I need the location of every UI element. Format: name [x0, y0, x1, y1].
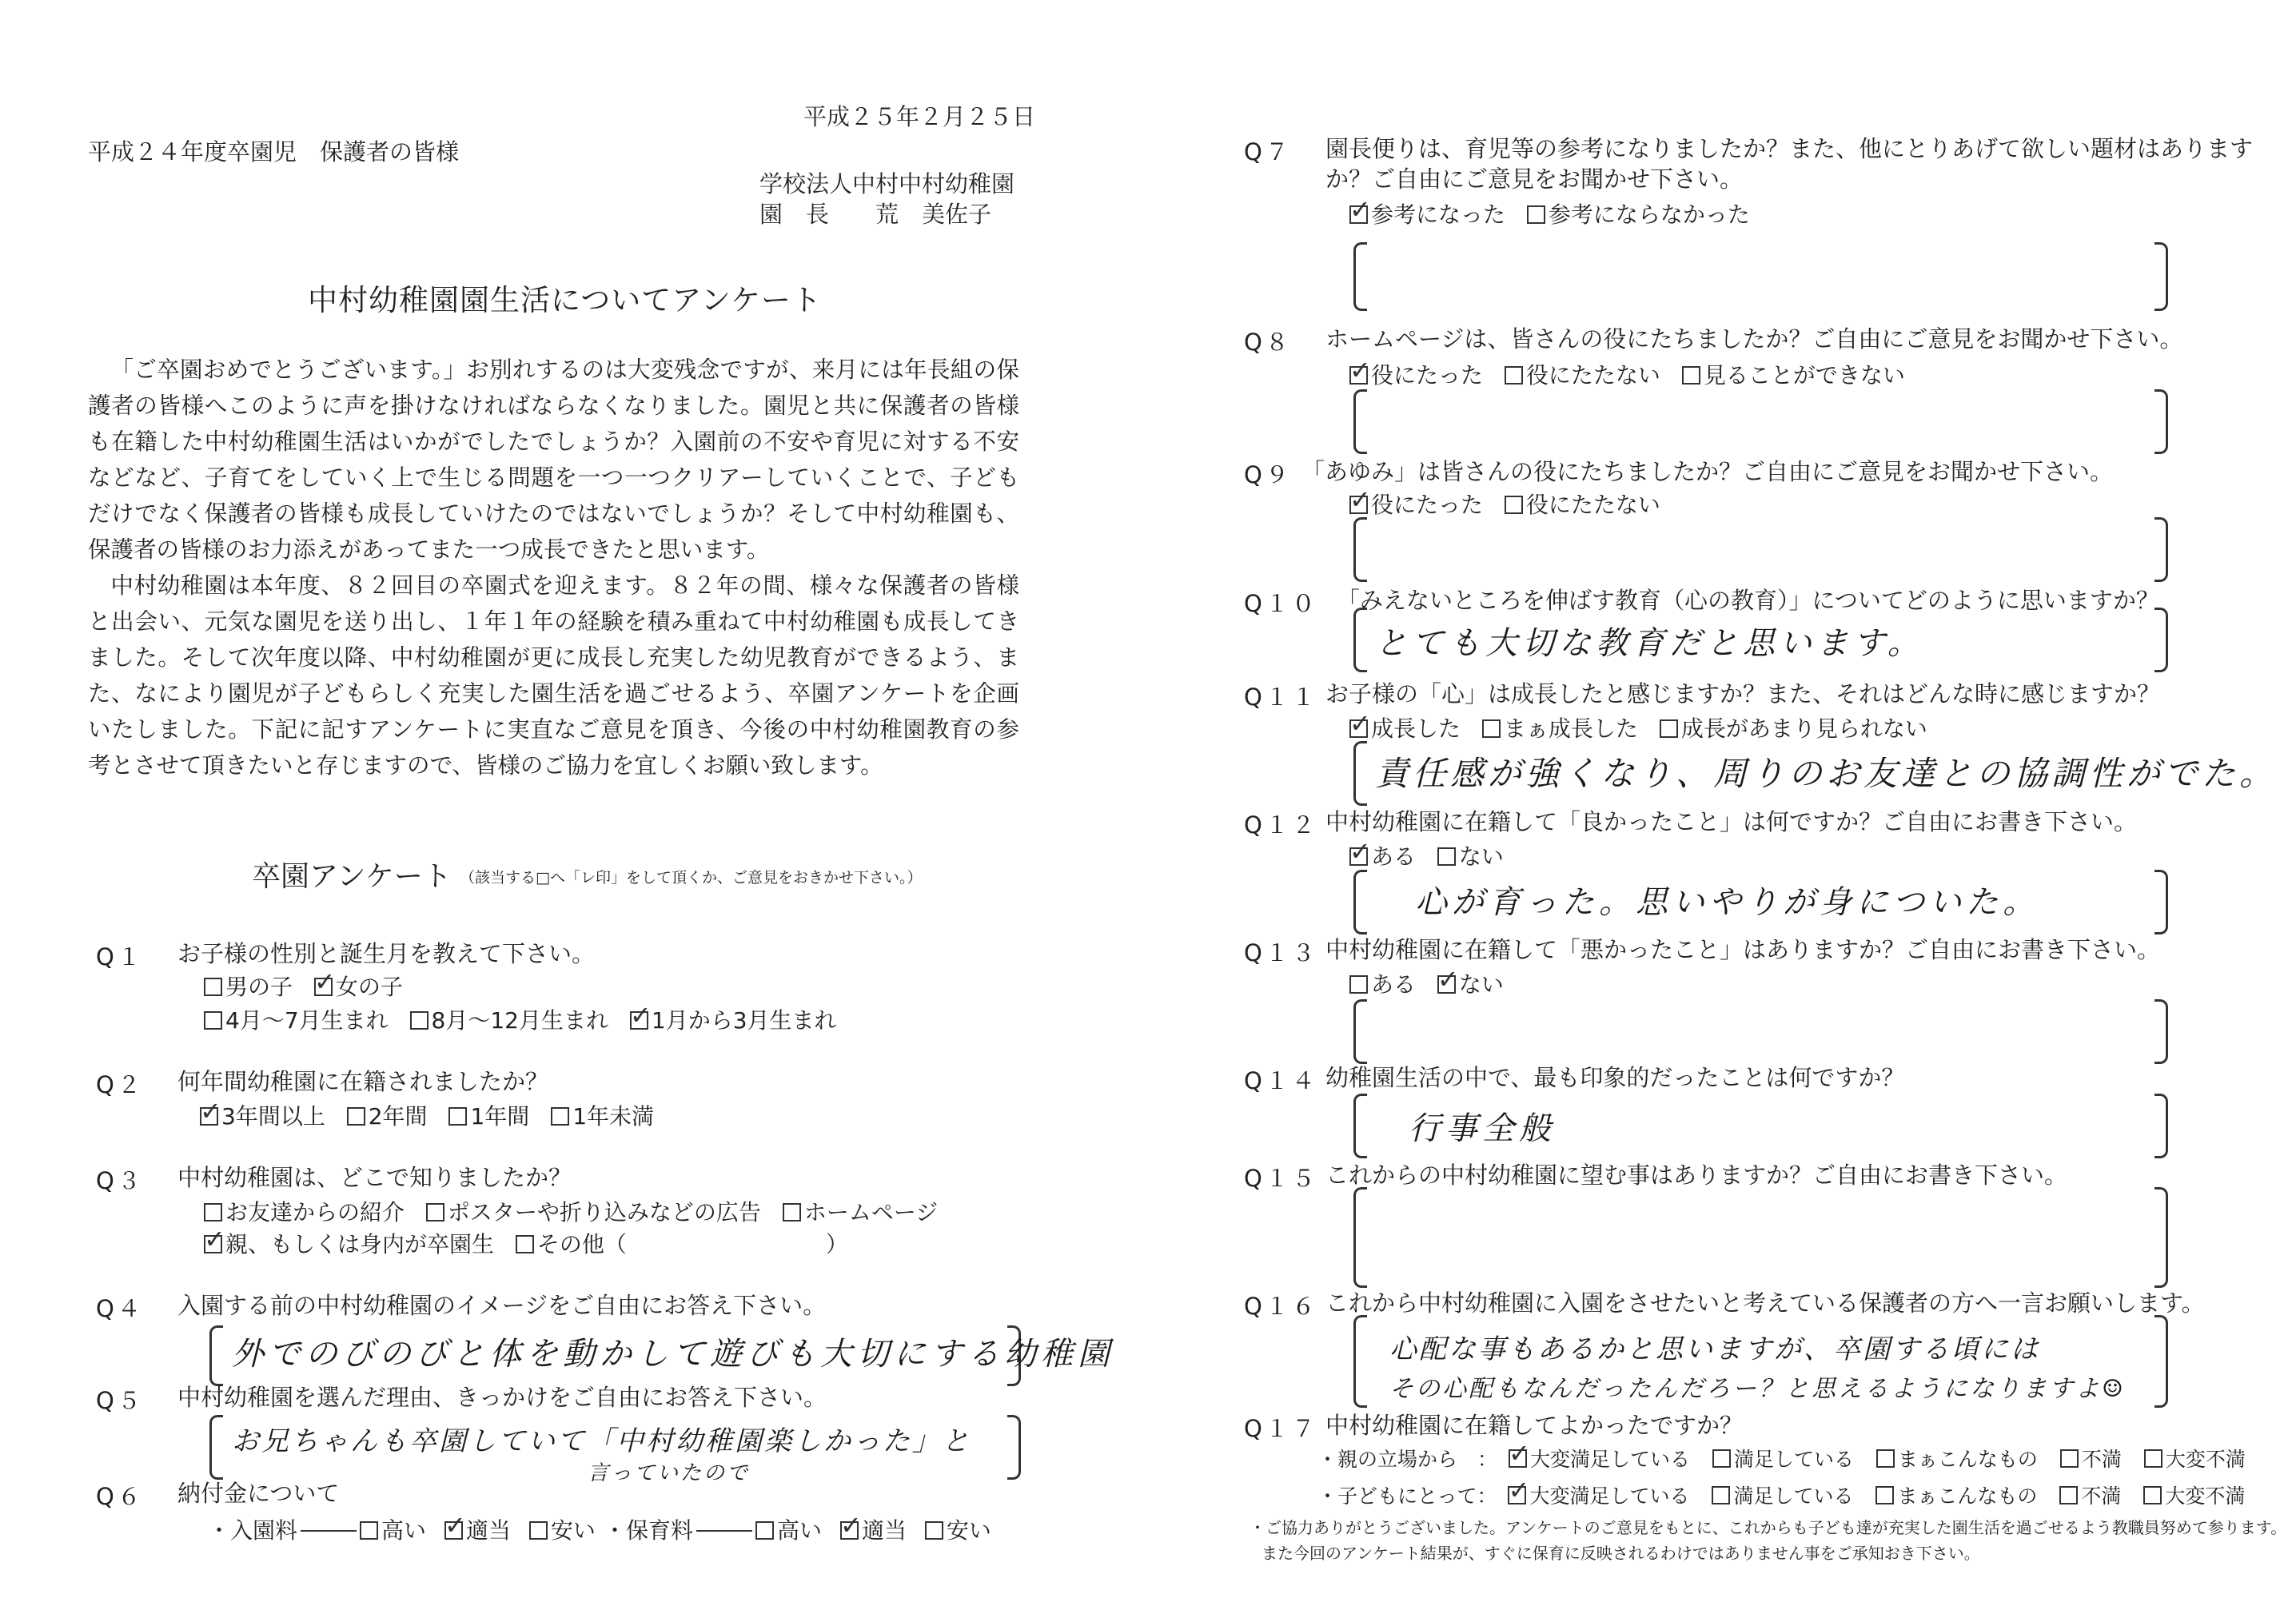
q7-text-line2: か？ご自由にご意見をお聞かせ下さい。 — [1325, 165, 1744, 193]
q17-text: 中村幼稚園に在籍してよかったですか？ — [1325, 1412, 1744, 1439]
option-label: まぁこんなもの — [1897, 1484, 2038, 1508]
option-label: まぁ成長した — [1503, 715, 1638, 742]
q10-text: 「みえないところを伸ばす教育（心の教育）」についてどのように思いますか？ — [1337, 587, 2159, 614]
principal-name: 園 長 荒 美佐子 — [759, 201, 992, 228]
q1-number: Q１ — [96, 943, 144, 970]
q17-child-row — [1317, 1481, 2245, 1509]
q15-text: これからの中村幼稚園に望む事はありますか？ご自由にお書き下さい。 — [1325, 1162, 2068, 1189]
q10-answer[interactable]: とても大切な教育だと思います。 — [1375, 625, 1924, 662]
q11-options — [1349, 711, 1927, 743]
option-label: 役にたった — [1371, 362, 1484, 389]
q17-number: Q１７ — [1244, 1415, 1318, 1442]
checkbox[interactable] — [755, 1521, 774, 1540]
q8-number: Q８ — [1244, 329, 1292, 356]
checkbox[interactable] — [1712, 1486, 1730, 1504]
option-label: 成長があまり見られない — [1680, 715, 1927, 742]
bracket-left — [1353, 1315, 1367, 1408]
checkbox[interactable] — [410, 1011, 429, 1030]
checkbox[interactable] — [1876, 1449, 1895, 1468]
leader-line — [696, 1530, 752, 1532]
checkbox-checked[interactable] — [630, 1011, 648, 1030]
option-label: 安い — [550, 1517, 596, 1544]
checkbox-checked[interactable] — [1437, 975, 1456, 994]
checkbox[interactable] — [1505, 496, 1523, 514]
bracket-left — [1353, 870, 1367, 935]
q7-number: Q７ — [1244, 138, 1292, 165]
q16-answer-line2[interactable]: その心配もなんだったんだろー？と思えるようになりますよ☺ — [1389, 1375, 2126, 1403]
q9-number: Q９ — [1244, 461, 1292, 488]
option-label: 8月～12月生まれ — [431, 1007, 608, 1034]
q4-number: Q４ — [96, 1295, 144, 1322]
q6-entrance-fee — [208, 1513, 596, 1545]
option-label: 親、もしくは身内が卒園生 — [225, 1231, 495, 1257]
checkbox[interactable] — [1682, 366, 1700, 385]
fee-label: ・保育料 — [604, 1517, 694, 1544]
bracket-right — [2154, 1094, 2168, 1158]
page-title: 中村幼稚園園生活についてアンケート — [308, 283, 823, 317]
option-label: 1月から3月生まれ — [651, 1007, 837, 1034]
checkbox[interactable] — [426, 1203, 444, 1221]
option-label: 不満 — [2081, 1448, 2122, 1471]
checkbox-checked[interactable] — [200, 1107, 218, 1126]
survey-title: 卒園アンケート — [252, 860, 452, 893]
bracket-left — [1353, 1187, 1367, 1288]
checkbox-checked[interactable] — [1509, 1449, 1527, 1468]
option-label: 大変不満 — [2165, 1448, 2246, 1471]
checkbox-checked[interactable] — [314, 978, 333, 996]
q13-options — [1349, 967, 1504, 999]
bracket-right — [2154, 242, 2168, 311]
bracket-right — [2154, 608, 2168, 672]
checkbox[interactable] — [2059, 1486, 2078, 1504]
bracket-left — [1353, 517, 1367, 582]
q1-options-gender — [204, 970, 403, 1002]
checkbox[interactable] — [347, 1107, 365, 1126]
q2-options — [200, 1099, 654, 1131]
date: 平成２５年２月２５日 — [803, 103, 1036, 130]
q14-answer[interactable]: 行事全般 — [1409, 1110, 1556, 1147]
q5-answer-line2[interactable]: 言っていたので — [588, 1461, 751, 1485]
q14-text: 幼稚園生活の中で、最も印象的だったことは何ですか？ — [1325, 1064, 1905, 1091]
option-label: 満足している — [1733, 1484, 1854, 1508]
checkbox[interactable] — [2144, 1449, 2162, 1468]
fee-label: ・入園料 — [208, 1517, 298, 1544]
row-label: ・親の立場から ： — [1317, 1448, 1498, 1471]
bracket-left — [1353, 608, 1367, 672]
option-label: 大変不満 — [2165, 1484, 2246, 1508]
recipient: 平成２４年度卒園児 保護者の皆様 — [88, 138, 460, 165]
survey-note: （該当する□へ「レ印」をして頂くか、ご意見をおきかせ下さい。） — [460, 869, 923, 887]
q5-answer-line1[interactable]: お兄ちゃんも卒園していて「中村幼稚園楽しかった」と — [232, 1425, 971, 1457]
checkbox[interactable] — [529, 1521, 548, 1540]
checkbox[interactable] — [204, 1203, 222, 1221]
option-label: ない — [1458, 971, 1504, 998]
checkbox[interactable] — [2143, 1486, 2162, 1504]
checkbox-checked[interactable] — [840, 1521, 859, 1540]
option-label: 安い — [946, 1517, 991, 1544]
checkbox[interactable] — [783, 1203, 801, 1221]
checkbox[interactable] — [360, 1521, 378, 1540]
option-label: ない — [1458, 843, 1504, 870]
option-label: 大変満足している — [1529, 1484, 1690, 1508]
option-label: 4月～7月生まれ — [225, 1007, 389, 1034]
q7-options — [1349, 197, 1750, 229]
q5-text: 中村幼稚園を選んだ理由、きっかけをご自由にお答え下さい。 — [177, 1384, 827, 1411]
bracket-right — [2154, 517, 2168, 582]
option-label: ある — [1371, 971, 1417, 998]
bracket-right — [1007, 1415, 1021, 1480]
row-label: ・子どもにとって： — [1317, 1484, 1497, 1508]
option-label: ポスターや折り込みなどの広告 — [447, 1199, 761, 1225]
option-label: ホームページ — [803, 1199, 939, 1225]
q16-number: Q１６ — [1244, 1293, 1318, 1320]
intro-paragraph: 中村幼稚園は本年度、８２回目の卒園式を迎えます。８２年の間、様々な保護者の皆様と出会い、元気な園児を送り出し、１年１年の経験を積み重ねて中村幼稚園も成長してきました。そして次年度以降、中村幼稚園が更に成長し充実した幼児教育ができるよう、また、なにより園児が子どもらしく充実した園生活を過ごせるよう、卒園アンケートを企画いたしました。下記に記すアンケートに実直なご意見を頂き、今後の中村幼稚園教育の参考とさせて頂きたいと存じますので、皆様のご協力を宜しくお願い致します。 — [88, 572, 1019, 779]
bracket-left — [1353, 1094, 1367, 1158]
q3-number: Q３ — [96, 1167, 144, 1194]
option-label: 不満 — [2081, 1484, 2122, 1508]
q7-text-line1: 園長便りは、育児等の参考になりましたか？また、他にとりあげて欲しい題材はあります — [1325, 135, 2254, 162]
q4-answer[interactable]: 外でのびのびと体を動かして遊びも大切にする幼稚園 — [232, 1336, 1114, 1373]
checkbox[interactable] — [925, 1521, 943, 1540]
option-label: 高い — [381, 1517, 427, 1544]
option-label: 3年間以上 — [221, 1103, 325, 1130]
q8-options — [1349, 358, 1905, 390]
leader-line — [301, 1530, 357, 1532]
option-label: ある — [1371, 843, 1417, 870]
option-label: 役にたたない — [1525, 492, 1660, 518]
q4-text: 入園する前の中村幼稚園のイメージをご自由にお答え下さい。 — [177, 1292, 827, 1319]
q12-answer[interactable]: 心が育った。思いやりが身についた。 — [1415, 884, 2040, 921]
option-label: 満足している — [1733, 1448, 1854, 1471]
checkbox-checked[interactable] — [1349, 719, 1368, 738]
checkbox[interactable] — [204, 1011, 222, 1030]
option-label: お友達からの紹介 — [225, 1199, 405, 1225]
bracket-right — [2154, 1187, 2168, 1288]
checkbox[interactable] — [1875, 1486, 1894, 1504]
option-label: 女の子 — [335, 974, 403, 1000]
option-label: 参考にならなかった — [1548, 201, 1750, 228]
q3-options-1 — [204, 1195, 938, 1227]
option-label: まぁこんなもの — [1897, 1448, 2038, 1471]
bracket-right — [2154, 1315, 2168, 1408]
option-label: 見ることができない — [1703, 362, 1905, 389]
bracket-left — [209, 1325, 223, 1386]
bracket-right — [2154, 870, 2168, 935]
checkbox[interactable] — [1437, 847, 1456, 866]
option-label: 適当 — [861, 1517, 907, 1544]
checkbox-checked[interactable] — [1349, 205, 1368, 224]
footer-note-2: また今回のアンケート結果が、すぐに保育に反映されるわけではありません事をご承知おき下さい。 — [1262, 1544, 1980, 1563]
q5-number: Q５ — [96, 1387, 144, 1414]
checkbox-checked[interactable] — [444, 1521, 463, 1540]
option-label: その他（ — [536, 1231, 627, 1257]
checkbox[interactable] — [448, 1107, 467, 1126]
option-label: 役にたたない — [1525, 362, 1660, 389]
footer-note-1: ・ご協力ありがとうございました。アンケートのご意見をもとに、これからも子ども達が充実した園生活を過ごせるよう教職員努めて参ります。 — [1250, 1518, 2287, 1537]
checkbox[interactable] — [516, 1235, 534, 1253]
q13-text: 中村幼稚園に在籍して「悪かったこと」はありますか？ご自由にお書き下さい。 — [1325, 936, 2161, 963]
q2-number: Q２ — [96, 1071, 144, 1098]
q8-text: ホームページは、皆さんの役にたちましたか？ご自由にご意見をお聞かせ下さい。 — [1325, 325, 2183, 353]
q6-text: 納付金について — [177, 1480, 340, 1507]
q9-text: 「あゆみ」は皆さんの役にたちましたか？ご自由にご意見をお聞かせ下さい。 — [1301, 458, 2114, 485]
bracket-left — [1353, 242, 1367, 311]
q3-text: 中村幼稚園は、どこで知りましたか？ — [177, 1164, 572, 1191]
q12-number: Q１２ — [1244, 811, 1318, 839]
option-label: 成長した — [1371, 715, 1461, 742]
checkbox[interactable] — [1505, 366, 1523, 385]
bracket-left — [1353, 999, 1367, 1064]
bracket-right — [2154, 389, 2168, 454]
option-label: 1年間 — [470, 1103, 530, 1130]
q13-number: Q１３ — [1244, 939, 1318, 966]
option-label: 2年間 — [368, 1103, 428, 1130]
organization: 学校法人中村中村幼稚園 — [759, 170, 1015, 197]
bracket-left — [209, 1415, 223, 1480]
checkbox-checked[interactable] — [1508, 1486, 1526, 1504]
option-label: 高い — [777, 1517, 823, 1544]
q16-text: これから中村幼稚園に入園をさせたいと考えている保護者の方へ一言お願いします。 — [1325, 1289, 2205, 1317]
option-label: 男の子 — [225, 974, 293, 1000]
option-label: ） — [825, 1231, 848, 1257]
q16-answer-line1[interactable]: 心配な事もあるかと思いますが、卒園する頃には — [1389, 1333, 2040, 1365]
checkbox-checked[interactable] — [1349, 496, 1368, 514]
q3-options-2 — [204, 1227, 848, 1259]
checkbox-checked[interactable] — [204, 1235, 222, 1253]
q10-number: Q１０ — [1244, 590, 1318, 617]
checkbox[interactable] — [1660, 719, 1678, 738]
option-label: 大変満足している — [1529, 1448, 1690, 1471]
bracket-left — [1353, 389, 1367, 454]
checkbox[interactable] — [1349, 975, 1368, 994]
q6-number: Q６ — [96, 1483, 144, 1510]
bracket-right — [2154, 999, 2168, 1064]
q15-number: Q１５ — [1244, 1165, 1318, 1192]
q6-childcare-fee — [604, 1513, 991, 1545]
intro-paragraph: 「ご卒園おめでとうございます。」お別れするのは大変残念ですが、来月には年長組の保護者の皆様へこのように声を掛けなければならなくなりました。園児と共に保護者の皆様も在籍した中村幼稚園生活はいかがでしたでしょうか？入園前の不安や育児に対する不安などなど、子育てをしていく上で生じる問題を一つ一つクリアーしていくことで、子どもだけでなく保護者の皆様も成長していけたのではないでしょうか？そして中村幼稚園も、保護者の皆様のお力添えがあってまた一つ成長できたと思います。 — [88, 357, 1019, 563]
option-label: 役にたった — [1371, 492, 1484, 518]
checkbox[interactable] — [1527, 205, 1545, 224]
option-label: 適当 — [465, 1517, 511, 1544]
q2-text: 何年間幼稚園に在籍されましたか？ — [177, 1068, 549, 1095]
checkbox[interactable] — [551, 1107, 569, 1126]
intro-text — [88, 352, 1019, 783]
checkbox[interactable] — [204, 978, 222, 996]
checkbox[interactable] — [2060, 1449, 2079, 1468]
q11-text: お子様の「心」は成長したと感じますか？また、それはどんな時に感じますか？ — [1325, 680, 2161, 707]
q11-answer[interactable]: 責任感が強くなり、周りのお友達との協調性がでた。 — [1375, 754, 2278, 793]
checkbox-checked[interactable] — [1349, 366, 1368, 385]
q12-text: 中村幼稚園に在籍して「良かったこと」は何ですか？ご自由にお書き下さい。 — [1325, 808, 2138, 835]
option-label: 参考になった — [1371, 201, 1506, 228]
q9-options — [1349, 488, 1660, 520]
q14-number: Q１４ — [1244, 1067, 1318, 1094]
option-label: 1年未満 — [572, 1103, 655, 1130]
checkbox[interactable] — [1482, 719, 1501, 738]
q1-options-birth — [204, 1003, 837, 1035]
bracket-left — [1353, 741, 1367, 806]
q17-parent-row — [1317, 1444, 2246, 1473]
q1-text: お子様の性別と誕生月を教えて下さい。 — [177, 940, 596, 967]
checkbox[interactable] — [1712, 1449, 1731, 1468]
checkbox-checked[interactable] — [1349, 847, 1368, 866]
q11-number: Q１１ — [1244, 683, 1318, 711]
q12-options — [1349, 839, 1504, 871]
